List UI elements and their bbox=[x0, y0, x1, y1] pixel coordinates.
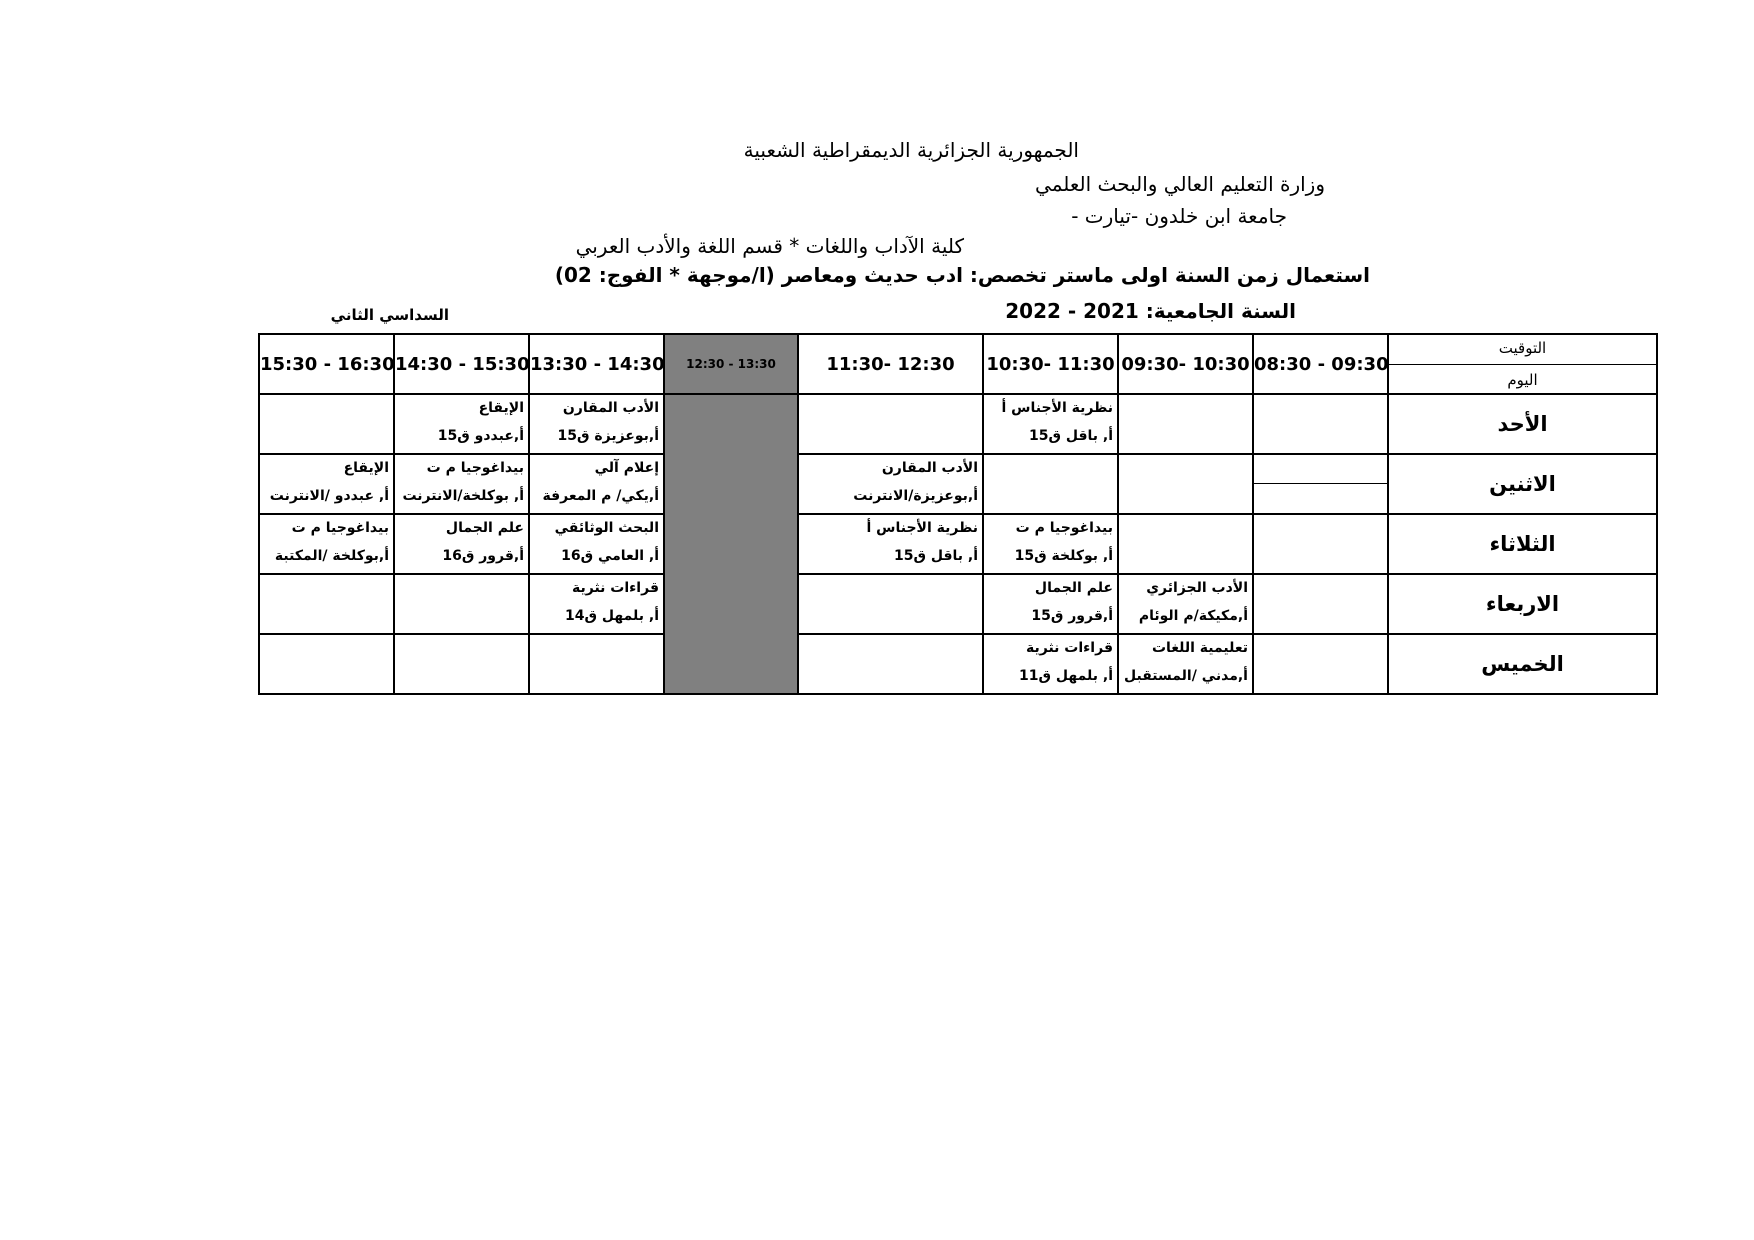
day-label: الاثنين bbox=[1388, 454, 1657, 514]
day-label: الأحد bbox=[1388, 394, 1657, 454]
course-teacher-room: أ,بوكلخة /المكتبة bbox=[274, 548, 389, 564]
slot-header: 14:30 - 15:30 bbox=[394, 334, 529, 394]
schedule-cell bbox=[394, 574, 529, 634]
slot-header: 09:30- 10:30 bbox=[1118, 334, 1253, 394]
schedule-cell bbox=[1253, 634, 1388, 694]
course-name: الأدب المقارن bbox=[562, 400, 659, 416]
course-teacher-room: أ,مكيكة/م الوئام bbox=[1138, 608, 1248, 624]
schedule-cell bbox=[983, 634, 1118, 694]
course-teacher-room: أ, بوكلخة/الانترنت bbox=[402, 488, 524, 504]
day-label: الاربعاء bbox=[1388, 574, 1657, 634]
schedule-cell bbox=[798, 454, 983, 514]
course-teacher-room: أ,بوعزيزة/الانترنت bbox=[853, 488, 978, 504]
schedule-cell bbox=[1118, 454, 1253, 514]
day-label: الثلاثاء bbox=[1388, 514, 1657, 574]
course-name: بيداغوجيا م ت bbox=[426, 460, 524, 476]
schedule-cell bbox=[259, 514, 394, 574]
course-name: البحث الوثائقي bbox=[554, 520, 659, 536]
course-teacher-room: أ, بلمهل ق11 bbox=[1019, 668, 1113, 684]
schedule-cell bbox=[394, 514, 529, 574]
schedule-cell bbox=[259, 574, 394, 634]
schedule-cell bbox=[1253, 514, 1388, 574]
course-teacher-room: أ, باقل ق15 bbox=[1028, 428, 1113, 444]
course-name: نظرية الأجناس أ bbox=[866, 520, 978, 536]
slot-header: 13:30 - 14:30 bbox=[529, 334, 664, 394]
schedule-cell bbox=[529, 574, 664, 634]
course-name: بيداغوجيا م ت bbox=[291, 520, 389, 536]
table-row bbox=[259, 514, 1657, 574]
schedule-cell bbox=[259, 454, 394, 514]
course-teacher-room: أ,يكي/ م المعرفة bbox=[542, 488, 659, 504]
ministry-title: وزارة التعليم العالي والبحث العلمي bbox=[1035, 172, 1325, 196]
schedule-cell bbox=[259, 394, 394, 454]
academic-year: السنة الجامعية: 2021 - 2022 bbox=[1005, 299, 1296, 323]
course-name: قراءات نثرية bbox=[571, 580, 659, 596]
schedule-cell bbox=[983, 394, 1118, 454]
course-name: الإيقاع bbox=[343, 460, 389, 476]
course-name: بيداغوجيا م ت bbox=[1015, 520, 1113, 536]
faculty-title: كلية الآداب واللغات * قسم اللغة والأدب العربي bbox=[575, 234, 964, 258]
schedule-cell bbox=[798, 574, 983, 634]
day-label: الخميس bbox=[1388, 634, 1657, 694]
break-slot-header: 12:30 - 13:30 bbox=[664, 334, 798, 394]
table-row bbox=[259, 454, 1657, 514]
course-teacher-room: أ, باقل ق15 bbox=[893, 548, 978, 564]
schedule-cell bbox=[983, 514, 1118, 574]
semester-label: السداسي الثاني bbox=[330, 306, 449, 324]
schedule-cell bbox=[983, 574, 1118, 634]
schedule-cell bbox=[798, 394, 983, 454]
schedule-cell bbox=[1118, 394, 1253, 454]
schedule-cell bbox=[983, 454, 1118, 514]
schedule-cell bbox=[798, 514, 983, 574]
table-row bbox=[259, 634, 1657, 694]
schedule-cell bbox=[1118, 514, 1253, 574]
schedule-cell bbox=[1253, 574, 1388, 634]
course-teacher-room: أ, عبددو /الانترنت bbox=[269, 488, 389, 504]
corner-time-label: التوقيت bbox=[1498, 339, 1547, 357]
course-name: الأدب الجزائري bbox=[1146, 580, 1248, 596]
schedule-cell bbox=[1118, 574, 1253, 634]
course-teacher-room: أ, العامي ق16 bbox=[561, 548, 659, 564]
timetable bbox=[258, 333, 1658, 695]
slot-header: 11:30- 12:30 bbox=[798, 334, 983, 394]
slot-header: 08:30 - 09:30 bbox=[1253, 334, 1388, 394]
course-name: الإيقاع bbox=[478, 400, 524, 416]
corner-cell bbox=[1388, 334, 1657, 394]
course-name: نظرية الأجناس أ bbox=[1001, 400, 1113, 416]
republic-title: الجمهورية الجزائرية الديمقراطية الشعبية bbox=[743, 138, 1079, 162]
course-teacher-room: أ,مدني /المستقبل bbox=[1124, 668, 1248, 684]
schedule-cell bbox=[529, 394, 664, 454]
slot-header: 15:30 - 16:30 bbox=[259, 334, 394, 394]
schedule-cell bbox=[1253, 454, 1388, 514]
schedule-cell bbox=[394, 394, 529, 454]
course-name: إعلام آلي bbox=[594, 460, 659, 476]
table-row bbox=[259, 394, 1657, 454]
corner-day-label: اليوم bbox=[1507, 371, 1538, 389]
schedule-cell bbox=[529, 634, 664, 694]
course-teacher-room: أ,قرور ق15 bbox=[1031, 608, 1113, 624]
schedule-cell bbox=[529, 514, 664, 574]
schedule-cell bbox=[259, 634, 394, 694]
schedule-cell bbox=[394, 634, 529, 694]
course-name: علم الجمال bbox=[445, 520, 524, 536]
schedule-cell bbox=[1118, 634, 1253, 694]
course-teacher-room: أ,عبددو ق15 bbox=[437, 428, 524, 444]
schedule-cell bbox=[798, 634, 983, 694]
schedule-cell bbox=[529, 454, 664, 514]
course-teacher-room: أ, بلمهل ق14 bbox=[565, 608, 659, 624]
course-teacher-room: أ, بوكلخة ق15 bbox=[1014, 548, 1113, 564]
table-row bbox=[259, 574, 1657, 634]
break-column bbox=[664, 394, 798, 694]
slot-header-row bbox=[259, 334, 1657, 394]
schedule-title: استعمال زمن السنة اولى ماستر تخصص: ادب حديث ومعاصر (ا/موجهة * الفوج: 02) bbox=[554, 263, 1370, 287]
course-name: تعليمية اللغات bbox=[1151, 640, 1248, 656]
course-teacher-room: أ,بوعزيزة ق15 bbox=[557, 428, 659, 444]
course-name: علم الجمال bbox=[1034, 580, 1113, 596]
course-teacher-room: أ,قرور ق16 bbox=[442, 548, 524, 564]
schedule-cell bbox=[1253, 394, 1388, 454]
course-name: قراءات نثرية bbox=[1025, 640, 1113, 656]
schedule-cell bbox=[394, 454, 529, 514]
slot-header: 10:30- 11:30 bbox=[983, 334, 1118, 394]
university-title: جامعة ابن خلدون -تيارت - bbox=[1071, 204, 1287, 228]
course-name: الأدب المقارن bbox=[881, 460, 978, 476]
